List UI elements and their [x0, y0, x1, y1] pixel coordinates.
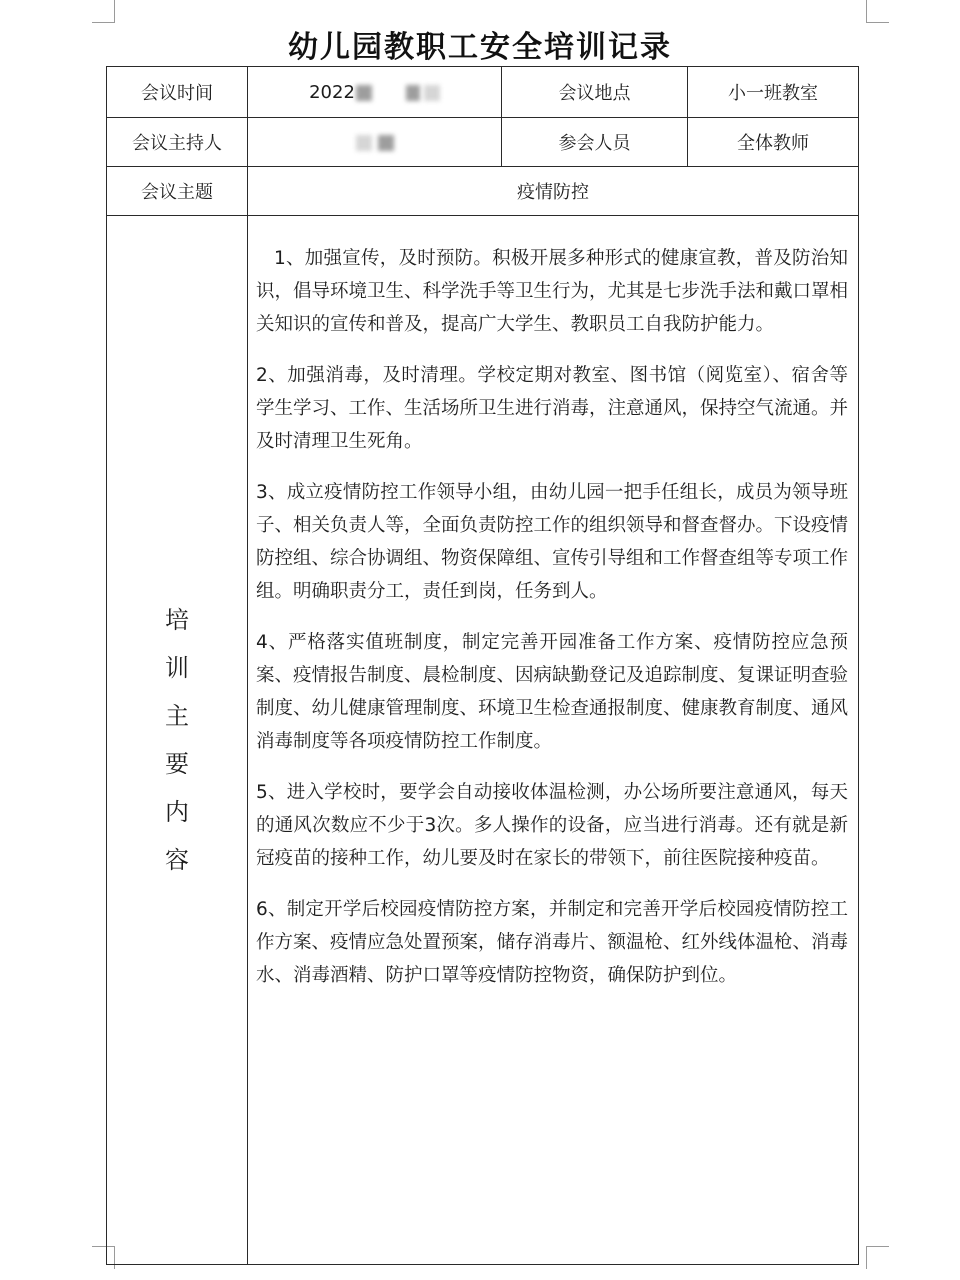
training-record-table: [106, 66, 859, 1265]
meeting-topic-label: 会议主题: [107, 167, 248, 216]
table-row-topic: [107, 167, 859, 216]
content-label-char: 要: [165, 750, 189, 778]
redacted-block: [356, 135, 372, 151]
meeting-place-value: 小一班教室: [688, 67, 859, 118]
redacted-block: [424, 85, 440, 101]
content-label-char: 内: [165, 798, 189, 826]
meeting-host-value: [248, 118, 502, 167]
content-paragraph: 6、制定开学后校园疫情防控方案，并制定和完善开学后校园疫情防控工作方案、疫情应急处置预案，储存消毒片、额温枪、红外线体温枪、消毒水、消毒酒精、防护口罩等疫情防控物资，确保防护到位。: [256, 899, 849, 986]
crop-mark-top-right: [866, 0, 889, 23]
table-row-time-place: [107, 67, 859, 118]
content-label-cell: [107, 216, 248, 1265]
crop-mark-top-left: [92, 0, 115, 23]
meeting-host-label: 会议主持人: [107, 118, 248, 167]
content-label-char: 主: [165, 702, 189, 730]
redacted-block: [378, 135, 394, 151]
crop-mark-bottom-right: [866, 1246, 889, 1269]
meeting-time-label: 会议时间: [107, 67, 248, 118]
content-label-char: 容: [165, 846, 189, 874]
redacted-block: [356, 85, 372, 101]
content-label-char: 训: [165, 654, 189, 682]
participants-value: 全体教师: [688, 118, 859, 167]
content-body: [248, 216, 858, 992]
content-paragraph: 4、严格落实值班制度，制定完善开园准备工作方案、疫情防控应急预案、疫情报告制度、晨检制度、因病缺勤登记及追踪制度、复课证明查验制度、幼儿健康管理制度、环境卫生检查通报制度、健康教育制度、通风消毒制度等各项疫情防控工作制度。: [256, 632, 849, 752]
content-paragraph: 5、进入学校时，要学会自动接收体温检测，办公场所要注意通风，每天的通风次数应不少于3次。多人操作的设备，应当进行消毒。还有就是新冠疫苗的接种工作，幼儿要及时在家长的带领下，前往医院接种疫苗。: [256, 782, 848, 869]
content-label-vertical: [107, 596, 247, 884]
meeting-topic-value: 疫情防控: [248, 167, 859, 216]
document-title: 幼儿园教职工安全培训记录: [288, 30, 672, 65]
table-row-content: [107, 216, 859, 1265]
participants-label: 参会人员: [502, 118, 688, 167]
meeting-place-label: 会议地点: [502, 67, 688, 118]
table-row-host-participants: [107, 118, 859, 167]
content-body-cell: [248, 216, 859, 1265]
meeting-time-text: 2022: [309, 81, 355, 103]
content-paragraph: 3、成立疫情防控工作领导小组，由幼儿园一把手任组长，成员为领导班子、相关负责人等，全面负责防控工作的组织领导和督查督办。下设疫情防控组、综合协调组、物资保障组、宣传引导组和工作督查组等专项工作组。明确职责分工，责任到岗，任务到人。: [256, 482, 849, 602]
meeting-time-value: [248, 67, 502, 118]
content-paragraph: 2、加强消毒，及时清理。学校定期对教室、图书馆（阅览室）、宿舍等学生学习、工作、生活场所卫生进行消毒，注意通风，保持空气流通。并及时清理卫生死角。: [256, 365, 849, 452]
redacted-block: [406, 85, 420, 101]
content-paragraph: 1、加强宣传，及时预防。积极开展多种形式的健康宣教，普及防治知识，倡导环境卫生、科学洗手等卫生行为，尤其是七步洗手法和戴口罩相关知识的宣传和普及，提高广大学生、教职员工自我防护能力。: [256, 248, 849, 335]
content-label-char: 培: [165, 606, 189, 634]
